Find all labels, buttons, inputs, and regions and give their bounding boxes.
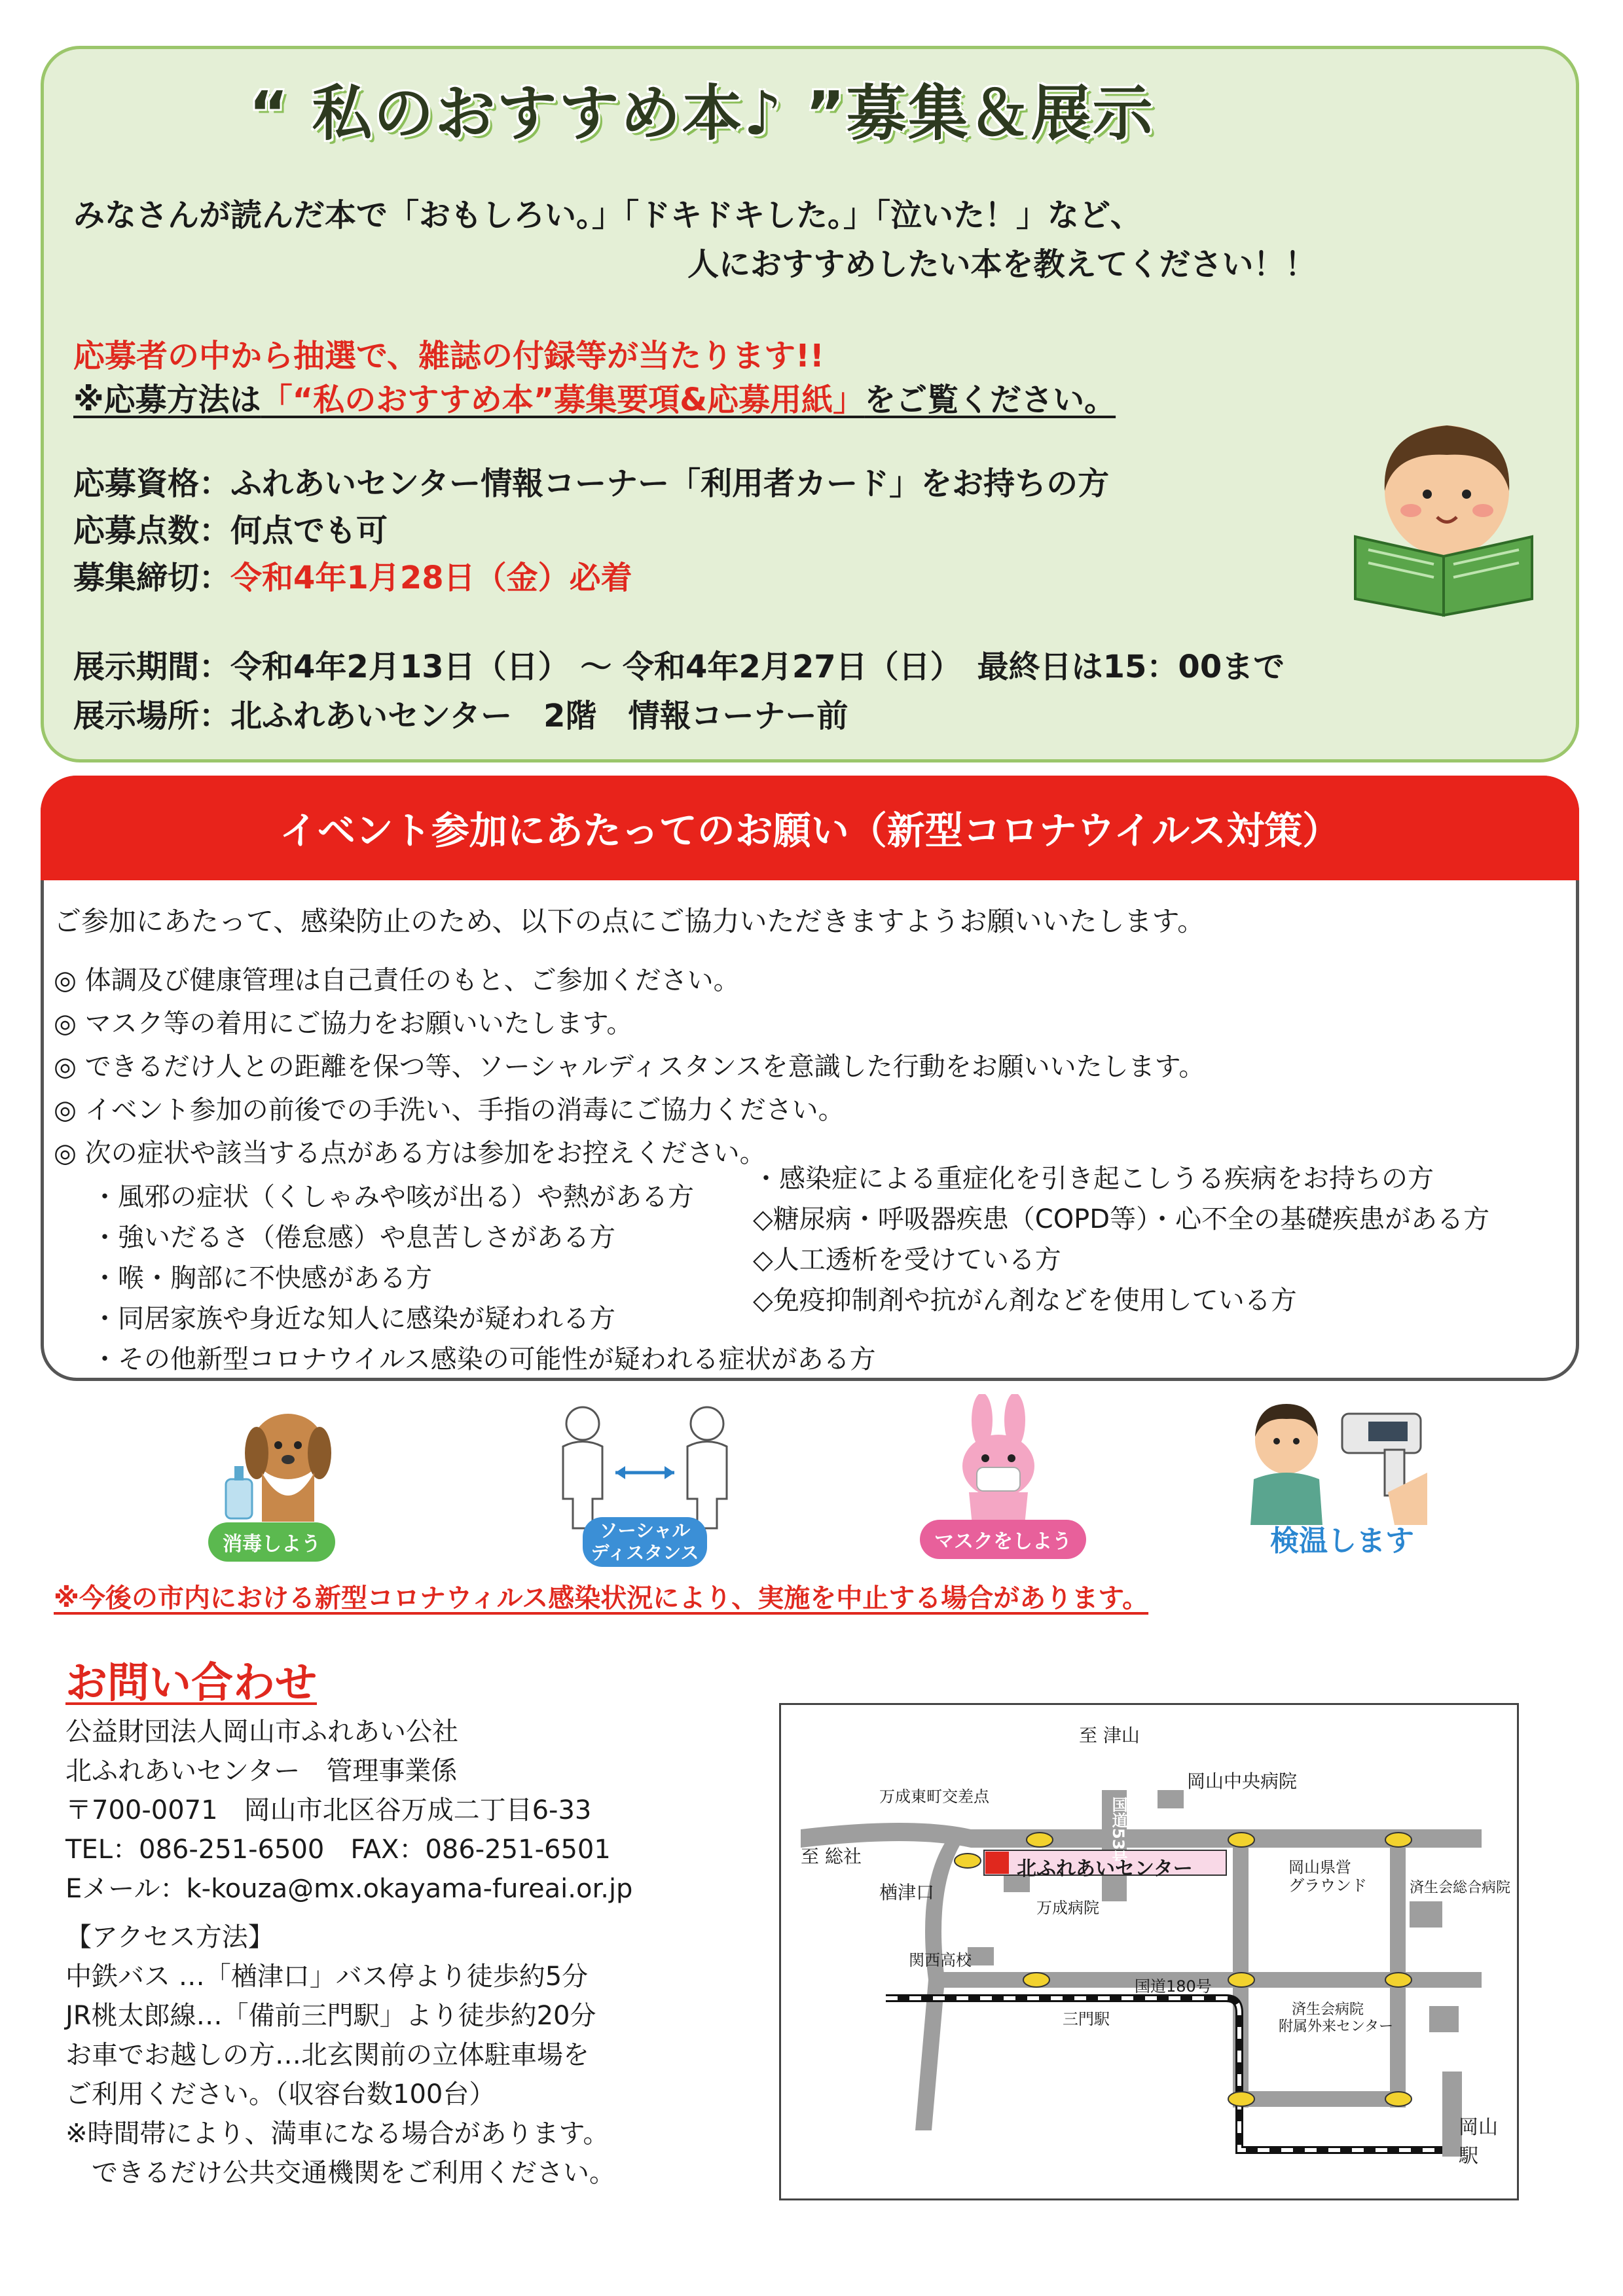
covid-lead: ご参加にあたって、感染防止のため、以下の点にご協力いただきますようお願いいたします。	[54, 905, 1205, 937]
boy-reading-illustration	[1349, 419, 1539, 622]
qualification-value: ふれあいセンター情報コーナー「利用者カード」をお持ちの方	[230, 465, 1110, 502]
period-label: 展示期間：	[73, 649, 231, 685]
access-line: ご利用ください。（収容台数100台）	[65, 2079, 496, 2109]
method-prefix: ※応募方法は	[73, 382, 261, 418]
method-link: 「“私のおすすめ本”募集要項&応募用紙」	[261, 382, 865, 418]
access-line: JR桃太郎線…「備前三門駅」より徒歩約20分	[65, 2001, 596, 2031]
map-ground-1: 岡山県営	[1288, 1858, 1351, 1876]
intro-line-1: みなさんが読んだ本で「おもしろい。」「ドキドキした。」「泣いた！」など、	[73, 197, 1142, 234]
recommend-title: “ 私のおすすめ本♪ ”募集＆展示	[249, 79, 1154, 149]
contact-line: 〒700-0071 岡山市北区谷万成二丁目6-33	[65, 1795, 592, 1825]
dog-disinfect-icon	[216, 1401, 340, 1525]
map-kansai: 関西高校	[909, 1951, 972, 1969]
mask-label: マスクをしよう	[920, 1520, 1086, 1559]
access-line: できるだけ公共交通機関をご利用ください。	[65, 2158, 615, 2188]
risk-item: ・感染症による重症化を引き起こしうる疾病をお持ちの方	[753, 1164, 1434, 1194]
method-suffix: をご覧ください。	[864, 382, 1116, 418]
deadline-label: 募集締切：	[73, 560, 231, 596]
intro-line-2: 人におすすめしたい本を教えてください！！	[687, 246, 1317, 283]
contact-line: 北ふれあいセンター 管理事業係	[65, 1756, 458, 1786]
place-row	[73, 691, 848, 736]
qualification-label: 応募資格：	[73, 465, 231, 502]
risk-item: ◇免疫抑制剤や抗がん剤などを使用している方	[753, 1285, 1297, 1316]
symptom-item: ・風邪の症状（くしゃみや咳が出る）や熱がある方	[92, 1182, 694, 1212]
access-info	[65, 1918, 615, 2193]
access-line: 中鉄バス …「楢津口」バス停より徒歩約5分	[65, 1962, 589, 1992]
map-intersection: 万成東町交差点	[879, 1787, 989, 1806]
method-text	[73, 374, 1116, 420]
access-line: お車でお越しの方…北玄関前の立体駐車場を	[65, 2040, 589, 2070]
covid-item: ◎ イベント参加の前後での手洗い、手指の消毒にご協力ください。	[54, 1095, 845, 1125]
map-mannari-hospital: 万成病院	[1036, 1899, 1099, 1917]
prize-text: 応募者の中から抽選で、雑誌の付録等が当たります!!	[73, 338, 824, 374]
risk-item: ◇糖尿病・呼吸器疾患（COPD等）・心不全の基礎疾患がある方	[753, 1204, 1490, 1234]
distance-line-1: ソーシャル	[599, 1520, 691, 1541]
covid-title: イベント参加にあたってのお願い（新型コロナウイルス対策）	[279, 808, 1341, 853]
map-to-tsuyama: 至 津山	[1079, 1725, 1140, 1746]
cancel-notice: ※今後の市内における新型コロナウィルス感染状況により、実施を中止する場合があります。	[54, 1583, 1149, 1613]
map-roads	[781, 1705, 1517, 2198]
map-mikado: 三門駅	[1063, 2010, 1110, 2028]
covid-right-sub	[753, 1158, 1489, 1321]
risk-item: ◇人工透析を受けている方	[753, 1245, 1061, 1275]
map-narazuguchi: 楢津口	[879, 1882, 935, 1903]
qualification-row	[73, 458, 1109, 503]
count-row	[73, 505, 388, 550]
social-distance-label	[583, 1517, 707, 1567]
symptom-item: ・同居家族や身近な知人に感染が疑われる方	[92, 1304, 615, 1334]
period-value: 令和4年2月13日（日） ～ 令和4年2月27日（日） 最終日は15：00まで	[230, 649, 1285, 685]
place-label: 展示場所：	[73, 698, 231, 734]
covid-items	[54, 959, 1205, 1175]
map-outpatient-2: 附属外来センター	[1279, 2018, 1394, 2035]
symptom-item: ・その他新型コロナウイルス感染の可能性が疑われる症状がある方	[92, 1344, 876, 1374]
map-chuo-hospital: 岡山中央病院	[1187, 1770, 1298, 1792]
covid-item: ◎ 次の症状や該当する点がある方は参加をお控えください。	[54, 1138, 766, 1168]
map-route180: 国道180号	[1135, 1977, 1212, 1996]
symptom-item: ・強いだるさ（倦怠感）や息苦しさがある方	[92, 1223, 615, 1253]
map-center-label: 北ふれあいセンター	[1017, 1857, 1193, 1880]
map-saiseikai: 済生会総合病院	[1410, 1880, 1511, 1896]
place-value: 北ふれあいセンター 2階 情報コーナー前	[230, 698, 848, 734]
social-distance-icon	[550, 1401, 740, 1532]
contact-line: 公益財団法人岡山市ふれあい公社	[65, 1717, 458, 1747]
map-okayama-station: 岡山駅	[1459, 2116, 1498, 2168]
temperature-label: 検温します	[1270, 1524, 1414, 1558]
distance-line-2: ディスタンス	[591, 1542, 699, 1564]
covid-item: ◎ マスク等の着用にご協力をお願いいたします。	[54, 1009, 633, 1039]
deadline-value: 令和4年1月28日（金）必着	[230, 560, 632, 596]
thermometer-check-icon	[1244, 1401, 1434, 1525]
access-map	[779, 1703, 1519, 2200]
rabbit-mask-icon	[943, 1394, 1054, 1525]
map-route53: 国道53号	[1109, 1797, 1127, 1866]
map-ground-2: グラウンド	[1288, 1876, 1367, 1895]
covid-item: ◎ できるだけ人との距離を保つ等、ソーシャルディスタンスを意識した行動をお願いいたします。	[54, 1052, 1205, 1082]
disinfect-label: 消毒しよう	[208, 1522, 335, 1562]
deadline-row	[73, 552, 632, 598]
count-value: 何点でも可	[230, 512, 388, 549]
access-line: ※時間帯により、満車になる場合があります。	[65, 2119, 610, 2149]
symptom-item: ・喉・胸部に不快感がある方	[92, 1263, 432, 1293]
contact-email: Eメール：k-kouza@mx.okayama-fureai.or.jp	[65, 1874, 633, 1904]
count-label: 応募点数：	[73, 512, 231, 549]
contact-info	[65, 1712, 632, 1909]
contact-heading: お問い合わせ	[65, 1659, 317, 1708]
period-row	[73, 641, 1285, 687]
map-to-soja: 至 総社	[801, 1846, 862, 1867]
map-outpatient-1: 済生会病院	[1292, 2001, 1364, 2018]
contact-line: TEL：086-251-6500 FAX：086-251-6501	[65, 1835, 611, 1865]
covid-item: ◎ 体調及び健康管理は自己責任のもと、ご参加ください。	[54, 965, 740, 996]
access-heading: 【アクセス方法】	[65, 1922, 274, 1952]
